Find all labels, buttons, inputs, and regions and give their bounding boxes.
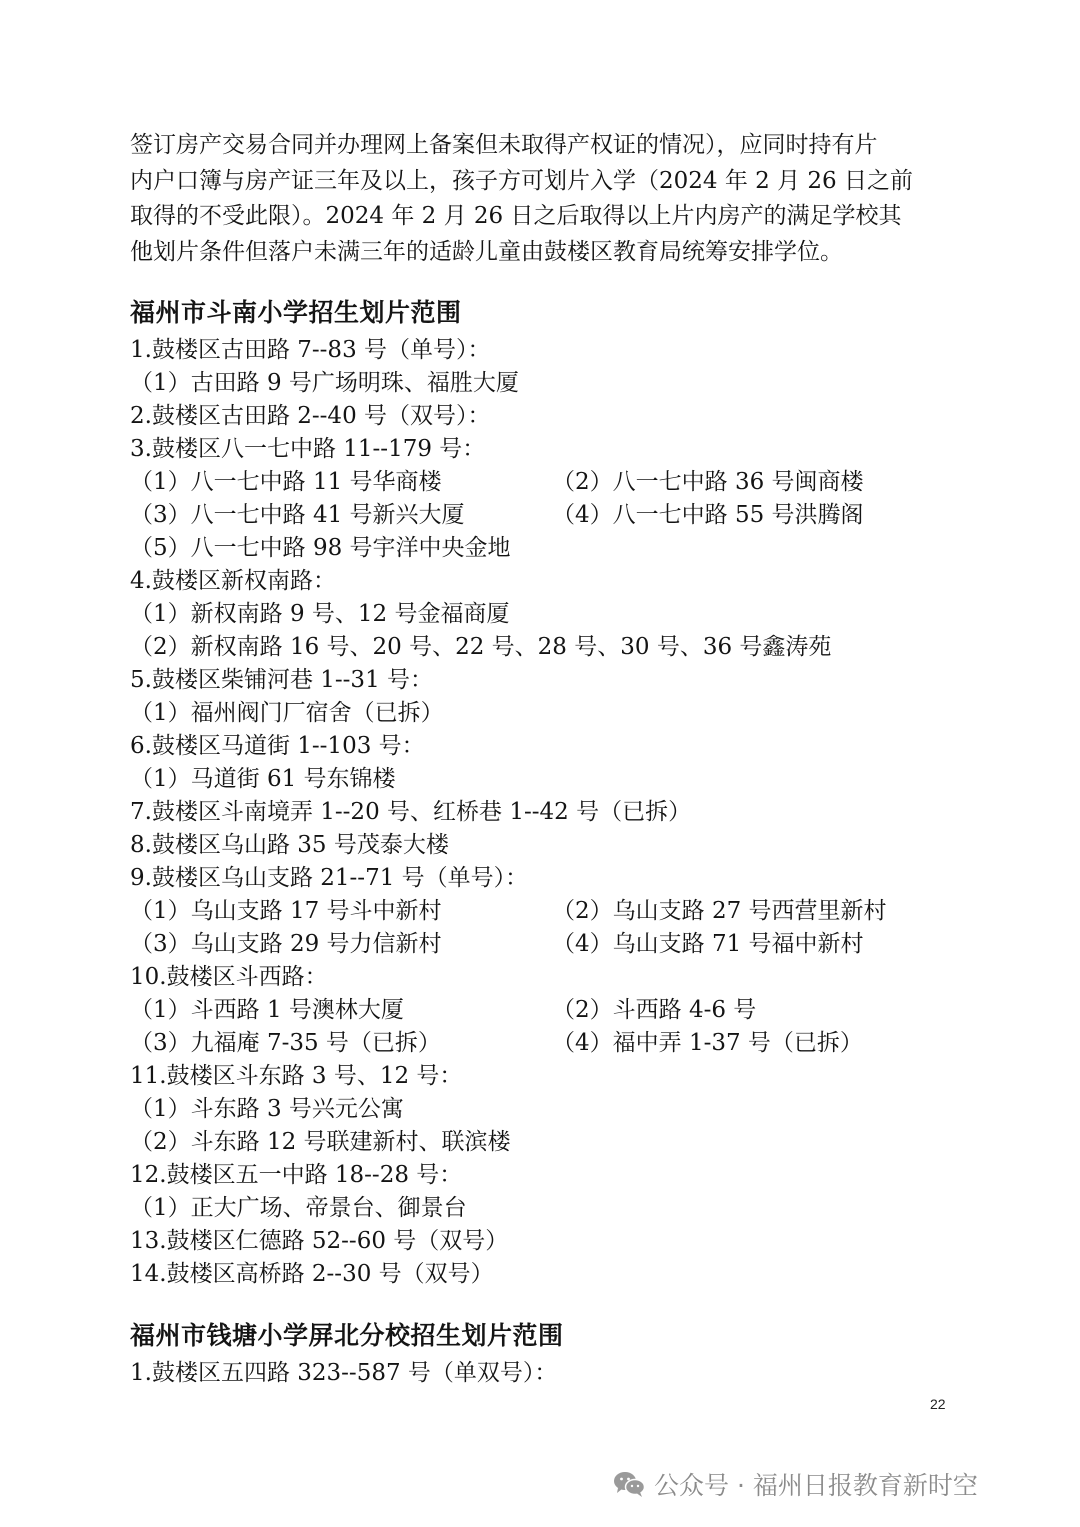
list-item: 1.鼓楼区古田路 7--83 号（单号）：	[130, 337, 491, 363]
list-item: （2）斗东路 12 号联建新村、联滨楼	[130, 1129, 511, 1155]
list-item: 1.鼓楼区五四路 323--587 号（单双号）：	[130, 1360, 558, 1386]
list-item: （1）乌山支路 17 号斗中新村	[130, 898, 442, 924]
list-item: （1）马道街 61 号东锦楼	[130, 766, 396, 792]
list-item: （2）新权南路 16 号、20 号、22 号、28 号、30 号、36 号鑫涛苑	[130, 634, 832, 660]
watermark	[612, 1462, 978, 1506]
intro-line: 他划片条件但落户未满三年的适龄儿童由鼓楼区教育局统筹安排学位。	[130, 238, 843, 265]
list-item: （1）八一七中路 11 号华商楼	[130, 469, 442, 495]
list-item: （3）八一七中路 41 号新兴大厦	[130, 502, 465, 528]
list-item: 14.鼓楼区高桥路 2--30 号（双号）	[130, 1261, 494, 1287]
list-item: 9.鼓楼区乌山支路 21--71 号（单号）：	[130, 865, 529, 891]
intro-line: 签订房产交易合同并办理网上备案但未取得产权证的情况），应同时持有片	[130, 132, 878, 158]
list-item: （3）九福庵 7-35 号（已拆）	[130, 1030, 441, 1056]
list-item: 7.鼓楼区斗南境弄 1--20 号、红桥巷 1--42 号（已拆）	[130, 799, 692, 825]
list-item: 3.鼓楼区八一七中路 11--179 号：	[130, 436, 486, 462]
list-item: （1）福州阀门厂宿舍（已拆）	[130, 700, 444, 726]
list-item: （2）八一七中路 36 号闽商楼	[552, 469, 864, 495]
intro-paragraph	[130, 128, 960, 270]
list-item: 6.鼓楼区马道街 1--103 号：	[130, 733, 425, 759]
list-item: （3）乌山支路 29 号力信新村	[130, 931, 442, 957]
intro-line: 内户口簿与房产证三年及以上，孩子方可划片入学（2024 年 2 月 26 日之前	[130, 167, 913, 194]
list-item: （2）乌山支路 27 号西营里新村	[552, 898, 887, 924]
list-item: （4）福中弄 1-37 号（已拆）	[552, 1030, 863, 1056]
list-item: （1）古田路 9 号广场明珠、福胜大厦	[130, 370, 519, 396]
list-item: 12.鼓楼区五一中路 18--28 号：	[130, 1162, 463, 1188]
watermark-text: 公众号 · 福州日报教育新时空	[654, 1471, 978, 1500]
list-item: 4.鼓楼区新权南路：	[130, 568, 336, 594]
list-item: 2.鼓楼区古田路 2--40 号（双号）：	[130, 403, 491, 429]
list-item: （1）正大广场、帝景台、御景台	[130, 1195, 467, 1221]
list-item: （1）斗西路 1 号澳林大厦	[130, 997, 404, 1023]
section-title-dounan: 福州市斗南小学招生划片范围	[130, 298, 462, 327]
page-number: 22	[930, 1396, 946, 1412]
list-item: （5）八一七中路 98 号宇洋中央金地	[130, 535, 511, 561]
list-item: （2）斗西路 4-6 号	[552, 997, 757, 1023]
list-item: （4）八一七中路 55 号洪腾阁	[552, 502, 864, 528]
list-item: 13.鼓楼区仁德路 52--60 号（双号）	[130, 1228, 509, 1254]
intro-line: 取得的不受此限）。2024 年 2 月 26 日之后取得以上片内房产的满足学校其	[130, 203, 902, 229]
list-item: 5.鼓楼区柴铺河巷 1--31 号：	[130, 667, 434, 693]
list-item: 10.鼓楼区斗西路：	[130, 964, 328, 990]
wechat-icon	[612, 1469, 646, 1499]
list-item: 8.鼓楼区乌山路 35 号茂泰大楼	[130, 832, 449, 858]
list-item: （1）新权南路 9 号、12 号金福商厦	[130, 601, 510, 627]
list-item: （1）斗东路 3 号兴元公寓	[130, 1096, 404, 1122]
section-title-qiantang: 福州市钱塘小学屏北分校招生划片范围	[130, 1321, 564, 1350]
list-item: 11.鼓楼区斗东路 3 号、12 号：	[130, 1063, 463, 1089]
list-item: （4）乌山支路 71 号福中新村	[552, 931, 864, 957]
